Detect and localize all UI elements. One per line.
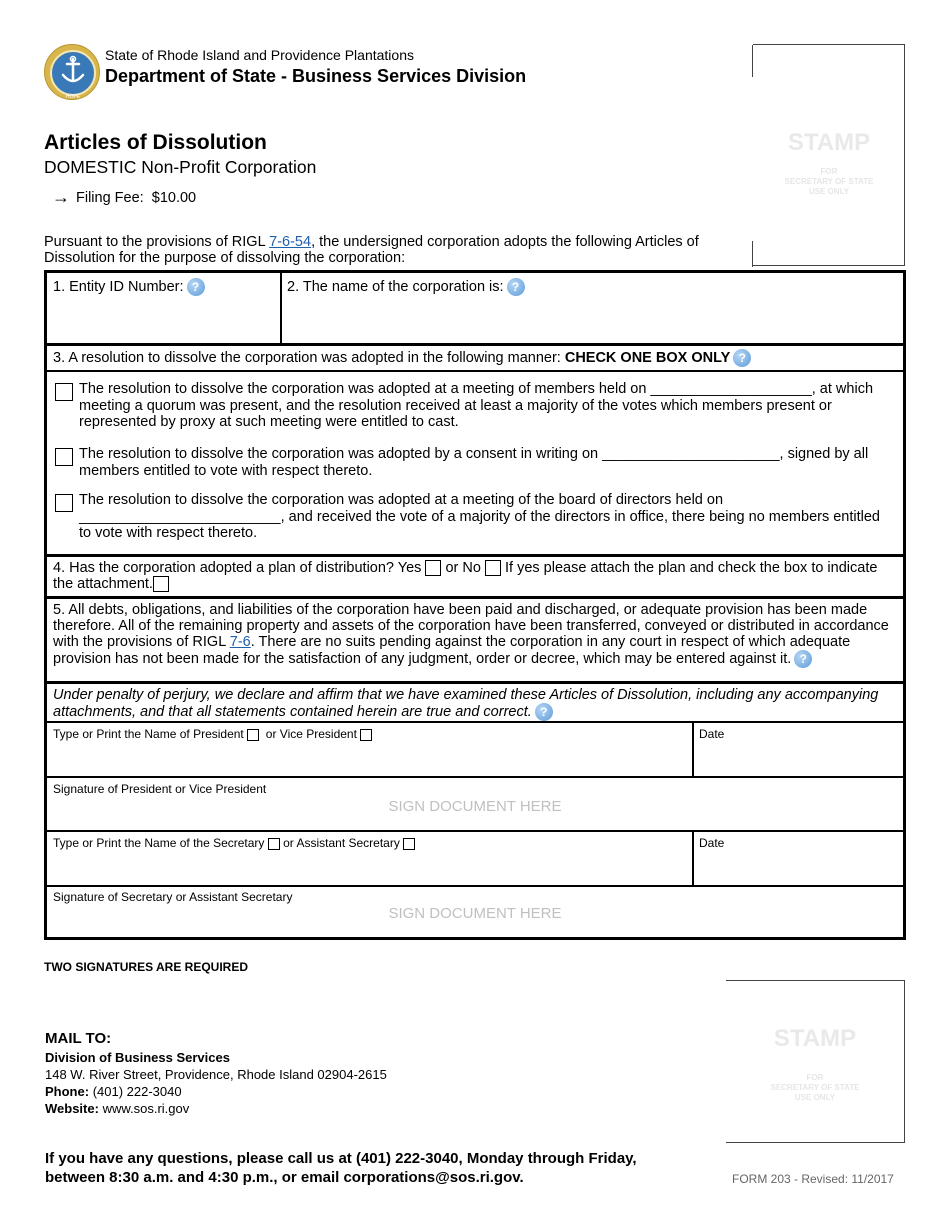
help-icon[interactable]: ? bbox=[187, 278, 205, 296]
department-name: Department of State - Business Services Division bbox=[105, 66, 527, 86]
resolution-option-2: The resolution to dissolve the corporation was adopted by a consent in writing on ______________________, signed by all members entitled to vote with respect thereto. bbox=[55, 446, 887, 479]
entity-id-label: 1. Entity ID Number: ? bbox=[53, 278, 205, 296]
option-2-checkbox[interactable] bbox=[55, 448, 73, 466]
corporation-name-label: 2. The name of the corporation is: ? bbox=[287, 278, 525, 296]
mail-to-block bbox=[45, 1030, 387, 1117]
division-name: Division of Business Services bbox=[45, 1050, 230, 1065]
intro-text: Pursuant to the provisions of RIGL 7-6-54, the undersigned corporation adopts the following Articles of Dissolution for the purpose of dissolving the corporation: bbox=[44, 234, 699, 266]
rigl-link-7-6-54[interactable]: 7-6-54 bbox=[269, 234, 312, 250]
perjury-statement: Under penalty of perjury, we declare and affirm that we have examined these Articles of Dissolution, including any accompanying attachments, and that all statements contained herein are true and correct. ? bbox=[53, 687, 879, 720]
attachment-checkbox[interactable] bbox=[153, 576, 169, 592]
president-signature-label: Signature of President or Vice President bbox=[53, 782, 267, 796]
arrow-right-icon: → bbox=[52, 187, 70, 207]
secretary-date-field[interactable]: Date bbox=[699, 836, 725, 850]
help-icon[interactable]: ? bbox=[794, 650, 812, 668]
help-icon[interactable]: ? bbox=[507, 278, 525, 296]
plan-yes-checkbox[interactable] bbox=[425, 560, 441, 576]
option-3-checkbox[interactable] bbox=[55, 494, 73, 512]
phone-line: Phone: (401) 222-3040 bbox=[45, 1084, 182, 1099]
state-seal-icon bbox=[44, 44, 100, 100]
option-1-checkbox[interactable] bbox=[55, 383, 73, 401]
secretary-checkbox[interactable] bbox=[268, 838, 280, 850]
state-name: State of Rhode Island and Providence Plantations bbox=[105, 47, 414, 63]
president-sign-here[interactable]: SIGN DOCUMENT HERE bbox=[388, 798, 562, 815]
president-date-field[interactable]: Date bbox=[699, 727, 725, 741]
q5-statement: 5. All debts, obligations, and liabilities of the corporation have been paid and discharged, or adequate provision has been made therefore. All of the remaining property and assets of the corporation have been transferred, conveyed or distributed in accordance with the provisions of RIGL 7-6. There are no suits pending against the corporation in any court in respect of which adequate provision has not been made for the satisfaction of any judgment, order or decree, which may be entered against it. ? bbox=[53, 602, 889, 667]
vice-president-checkbox[interactable] bbox=[360, 729, 372, 741]
mailing-address: 148 W. River Street, Providence, Rhode Island 02904-2615 bbox=[45, 1067, 387, 1082]
two-signatures-note: TWO SIGNATURES ARE REQUIRED bbox=[44, 960, 249, 974]
stamp-area-top bbox=[753, 44, 905, 266]
stamp-title: STAMP bbox=[773, 1025, 857, 1052]
secretary-signature-label: Signature of Secretary or Assistant Secretary bbox=[53, 890, 293, 904]
secretary-sign-here[interactable]: SIGN DOCUMENT HERE bbox=[388, 905, 562, 922]
president-checkbox[interactable] bbox=[247, 729, 259, 741]
stamp-area-bottom bbox=[726, 980, 905, 1143]
assistant-secretary-checkbox[interactable] bbox=[403, 838, 415, 850]
rigl-link-7-6[interactable]: 7-6 bbox=[229, 634, 251, 650]
stamp-sub: FOR SECRETARY OF STATE USE ONLY bbox=[770, 1073, 860, 1102]
resolution-option-3: The resolution to dissolve the corporation was adopted at a meeting of the board of directors held on _________________________, and received the vote of a majority of the directors in office, there being no members entitled to vote with respect thereto. bbox=[55, 492, 887, 542]
president-name-field[interactable]: Type or Print the Name of President or Vice President bbox=[53, 727, 372, 741]
help-icon[interactable]: ? bbox=[733, 349, 751, 367]
q3-label: 3. A resolution to dissolve the corporation was adopted in the following manner: CHECK ONE BOX ONLY ? bbox=[53, 349, 751, 367]
page-title: Articles of Dissolution bbox=[44, 131, 267, 154]
stamp-title: STAMP bbox=[787, 129, 871, 156]
mail-to-heading: MAIL TO: bbox=[45, 1030, 112, 1047]
resolution-option-1: The resolution to dissolve the corporation was adopted at a meeting of members held on ____________________, at which meeting a quorum was present, and the resolution received at least a majority of the votes which members present or represented by proxy at such meeting were entitled to cast. bbox=[55, 381, 887, 431]
q4-label: 4. Has the corporation adopted a plan of distribution? Yes or No If yes please attach the plan and check the box to indicate the attachment. bbox=[53, 560, 878, 593]
secretary-name-field[interactable]: Type or Print the Name of the Secretary or Assistant Secretary bbox=[53, 836, 415, 850]
svg-text:HOPE: HOPE bbox=[65, 94, 81, 100]
stamp-sub: FOR SECRETARY OF STATE USE ONLY bbox=[784, 167, 874, 196]
filing-fee: → Filing Fee: $10.00 bbox=[52, 187, 197, 207]
website-link[interactable]: www.sos.ri.gov bbox=[102, 1101, 190, 1116]
page-subtitle: DOMESTIC Non-Profit Corporation bbox=[44, 157, 317, 177]
form-revision: FORM 203 - Revised: 11/2017 bbox=[732, 1172, 894, 1186]
website-line: Website: www.sos.ri.gov bbox=[45, 1101, 190, 1116]
questions-note: If you have any questions, please call us at (401) 222-3040, Monday through Friday, between 8:30 a.m. and 4:30 p.m., or email corporations@sos.ri.gov. bbox=[45, 1150, 637, 1186]
dissolution-form bbox=[44, 270, 906, 940]
plan-no-checkbox[interactable] bbox=[485, 560, 501, 576]
help-icon[interactable]: ? bbox=[535, 703, 553, 721]
